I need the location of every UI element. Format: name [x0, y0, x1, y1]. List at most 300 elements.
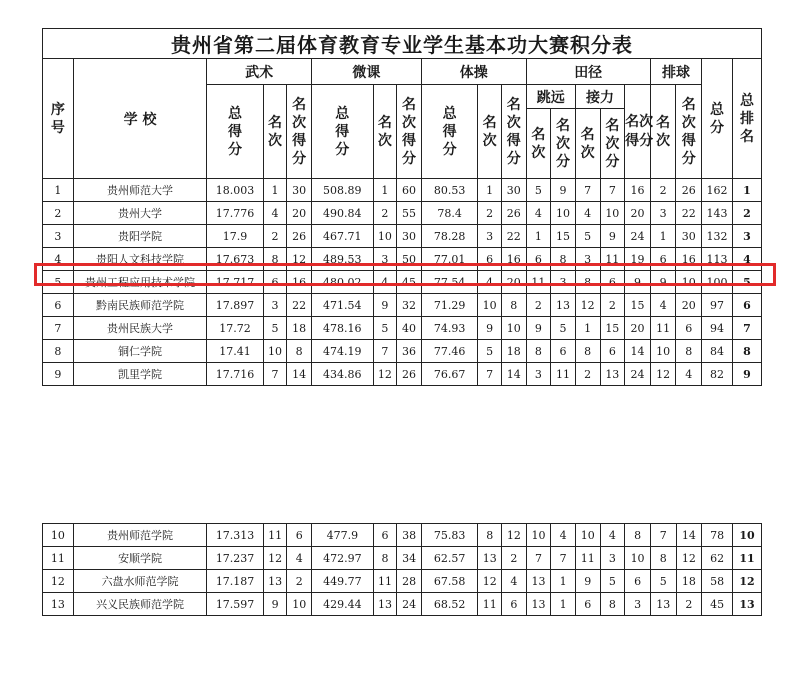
- table-cell: 8: [478, 524, 502, 547]
- table-cell: 60: [397, 179, 422, 202]
- table-row: [43, 340, 762, 363]
- table-cell: 4: [287, 547, 312, 570]
- score-table-continued: [42, 523, 762, 616]
- table-cell: 4: [263, 202, 287, 225]
- header-wushu-rank: 名次: [263, 85, 287, 179]
- table-cell: 17.9: [207, 225, 263, 248]
- table-cell: 449.77: [312, 570, 374, 593]
- table-cell: 478.16: [312, 317, 374, 340]
- header-weike-rank-points: 名次得分: [397, 85, 422, 179]
- table-cell: 9: [575, 570, 600, 593]
- table-cell: 20: [501, 271, 526, 294]
- table-cell: 474.19: [312, 340, 374, 363]
- table-cell: 4: [526, 202, 551, 225]
- table-cell: 77.01: [421, 248, 477, 271]
- table-cell: 12: [478, 570, 502, 593]
- table-cell: 8: [676, 340, 702, 363]
- table-cell: 4: [551, 524, 576, 547]
- header-jieli-rank: 名次: [575, 109, 600, 179]
- table-cell: 18: [676, 570, 702, 593]
- table-row: [43, 524, 762, 547]
- table-cell: 26: [287, 225, 312, 248]
- table-cell: 76.67: [421, 363, 477, 386]
- table-cell: 17.673: [207, 248, 263, 271]
- table-row: [43, 317, 762, 340]
- header-wushu-total-score: 总得分: [207, 85, 263, 179]
- table-cell: 10: [478, 294, 502, 317]
- table-cell: 11: [43, 547, 74, 570]
- school-name-cell: 凯里学院: [73, 363, 206, 386]
- table-cell: 11: [526, 271, 551, 294]
- table-cell: 3: [732, 225, 761, 248]
- table-cell: 9: [43, 363, 74, 386]
- table-cell: 24: [625, 225, 651, 248]
- table-cell: 62: [702, 547, 733, 570]
- school-name-cell: 贵阳人文科技学院: [73, 248, 206, 271]
- school-name-cell: 贵州民族大学: [73, 317, 206, 340]
- table-cell: 4: [373, 271, 397, 294]
- header-tianjing: 田径: [526, 59, 650, 85]
- score-table: [42, 28, 762, 386]
- table-cell: 26: [501, 202, 526, 225]
- table-cell: 12: [650, 363, 676, 386]
- table-cell: 20: [287, 202, 312, 225]
- table-cell: 14: [287, 363, 312, 386]
- table-cell: 94: [702, 317, 733, 340]
- table-cell: 26: [676, 179, 702, 202]
- table-cell: 12: [43, 570, 74, 593]
- table-cell: 12: [263, 547, 287, 570]
- table-cell: 78.28: [421, 225, 477, 248]
- table-cell: 13: [733, 593, 762, 616]
- school-name-cell: 贵阳学院: [73, 225, 206, 248]
- table-row: [43, 248, 762, 271]
- table-cell: 16: [625, 179, 651, 202]
- table-cell: 40: [397, 317, 422, 340]
- table-cell: 471.54: [312, 294, 374, 317]
- header-ticao: 体操: [421, 59, 526, 85]
- table-cell: 13: [478, 547, 502, 570]
- table-cell: 30: [287, 179, 312, 202]
- table-cell: 10: [600, 202, 625, 225]
- table-cell: 5: [575, 225, 600, 248]
- table-cell: 8: [575, 271, 600, 294]
- table-cell: 13: [526, 570, 551, 593]
- table-cell: 7: [600, 179, 625, 202]
- table-cell: 143: [702, 202, 733, 225]
- table-cell: 4: [676, 363, 702, 386]
- table-cell: 9: [551, 179, 576, 202]
- table-cell: 28: [397, 570, 422, 593]
- table-cell: 5: [732, 271, 761, 294]
- table-cell: 4: [478, 271, 502, 294]
- table-cell: 489.53: [312, 248, 374, 271]
- table-title: 贵州省第二届体育教育专业学生基本功大赛积分表: [43, 29, 762, 59]
- table-cell: 38: [397, 524, 422, 547]
- table-cell: 32: [397, 294, 422, 317]
- table-cell: 8: [575, 340, 600, 363]
- table-cell: 17.897: [207, 294, 263, 317]
- table-row: [43, 294, 762, 317]
- table-cell: 5: [600, 570, 625, 593]
- table-cell: 15: [551, 225, 576, 248]
- table-cell: 16: [676, 248, 702, 271]
- table-cell: 4: [732, 248, 761, 271]
- table-cell: 36: [397, 340, 422, 363]
- table-row: [43, 547, 762, 570]
- table-cell: 78: [702, 524, 733, 547]
- table-cell: 6: [676, 317, 702, 340]
- table-cell: 24: [625, 363, 651, 386]
- table-cell: 2: [373, 202, 397, 225]
- table-cell: 9: [526, 317, 551, 340]
- table-cell: 12: [502, 524, 527, 547]
- table-cell: 4: [502, 570, 527, 593]
- table-cell: 6: [551, 340, 576, 363]
- table-cell: 12: [575, 294, 600, 317]
- table-cell: 1: [526, 225, 551, 248]
- header-paiqiu-rank-points: 名次得分: [676, 85, 702, 179]
- header-jieli-rank-points: 名次分: [600, 109, 625, 179]
- table-cell: 9: [600, 225, 625, 248]
- table-cell: 6: [43, 294, 74, 317]
- table-cell: 78.4: [421, 202, 477, 225]
- table-cell: 58: [702, 570, 733, 593]
- table-cell: 10: [263, 340, 287, 363]
- table-cell: 20: [676, 294, 702, 317]
- table-cell: 3: [373, 248, 397, 271]
- school-name-cell: 六盘水师范学院: [73, 570, 207, 593]
- header-ticao-rank-points: 名次得分: [501, 85, 526, 179]
- table-cell: 6: [287, 524, 312, 547]
- table-cell: 2: [478, 202, 502, 225]
- table-cell: 10: [526, 524, 551, 547]
- table-cell: 1: [650, 225, 676, 248]
- header-tiaoyuan: 跳远: [526, 85, 575, 109]
- table-cell: 9: [650, 271, 676, 294]
- school-name-cell: 兴义民族师范学院: [73, 593, 207, 616]
- table-row: [43, 570, 762, 593]
- school-name-cell: 贵州工程应用技术学院: [73, 271, 206, 294]
- table-cell: 77.46: [421, 340, 477, 363]
- header-ticao-rank: 名次: [478, 85, 502, 179]
- table-cell: 17.41: [207, 340, 263, 363]
- table-cell: 100: [702, 271, 733, 294]
- table-cell: 50: [397, 248, 422, 271]
- table-cell: 6: [478, 248, 502, 271]
- table-cell: 2: [263, 225, 287, 248]
- table-cell: 10: [43, 524, 74, 547]
- table-cell: 10: [650, 340, 676, 363]
- table-cell: 62.57: [421, 547, 477, 570]
- table-cell: 8: [43, 340, 74, 363]
- header-tianjing-rank-points: 名次得分: [625, 85, 651, 179]
- table-cell: 7: [732, 317, 761, 340]
- table-cell: 3: [263, 294, 287, 317]
- table-cell: 13: [373, 593, 397, 616]
- table-cell: 13: [650, 593, 676, 616]
- header-weike-rank: 名次: [373, 85, 397, 179]
- table-row: [43, 202, 762, 225]
- school-name-cell: 铜仁学院: [73, 340, 206, 363]
- table-cell: 477.9: [312, 524, 374, 547]
- table-cell: 3: [43, 225, 74, 248]
- table-cell: 162: [702, 179, 733, 202]
- table-cell: 1: [732, 179, 761, 202]
- header-tiaoyuan-rank-points: 名次分: [551, 109, 576, 179]
- table-cell: 14: [676, 524, 702, 547]
- table-row: [43, 271, 762, 294]
- table-cell: 11: [733, 547, 762, 570]
- table-cell: 3: [526, 363, 551, 386]
- table-cell: 1: [551, 570, 576, 593]
- school-name-cell: 黔南民族师范学院: [73, 294, 206, 317]
- school-name-cell: 贵州师范大学: [73, 179, 206, 202]
- table-cell: 14: [625, 340, 651, 363]
- table-cell: 1: [551, 593, 576, 616]
- table-cell: 15: [600, 317, 625, 340]
- table-cell: 22: [287, 294, 312, 317]
- table-cell: 3: [625, 593, 651, 616]
- table-cell: 11: [263, 524, 287, 547]
- table-cell: 84: [702, 340, 733, 363]
- table-cell: 14: [501, 363, 526, 386]
- school-name-cell: 贵州大学: [73, 202, 206, 225]
- table-cell: 113: [702, 248, 733, 271]
- table-body-lower: [43, 524, 762, 616]
- table-row: [43, 179, 762, 202]
- table-cell: 17.597: [207, 593, 263, 616]
- table-cell: 10: [551, 202, 576, 225]
- table-cell: 10: [501, 317, 526, 340]
- table-cell: 10: [733, 524, 762, 547]
- table-cell: 8: [501, 294, 526, 317]
- table-cell: 8: [551, 248, 576, 271]
- table-cell: 26: [397, 363, 422, 386]
- table-cell: 10: [575, 524, 600, 547]
- table-cell: 2: [575, 363, 600, 386]
- table-cell: 7: [263, 363, 287, 386]
- table-cell: 24: [397, 593, 422, 616]
- table-cell: 3: [551, 271, 576, 294]
- table-cell: 2: [600, 294, 625, 317]
- table-cell: 2: [732, 202, 761, 225]
- table-cell: 5: [526, 179, 551, 202]
- table-cell: 7: [551, 547, 576, 570]
- header-ticao-total-score: 总得分: [421, 85, 477, 179]
- table-cell: 6: [373, 524, 397, 547]
- table-cell: 12: [287, 248, 312, 271]
- table-cell: 2: [43, 202, 74, 225]
- table-cell: 74.93: [421, 317, 477, 340]
- header-school: 学 校: [73, 59, 206, 179]
- header-wushu-rank-points: 名次得分: [287, 85, 312, 179]
- table-cell: 2: [676, 593, 702, 616]
- header-seq: 序号: [43, 59, 74, 179]
- header-total-rank: 总排名: [732, 59, 761, 179]
- table-cell: 6: [263, 271, 287, 294]
- table-cell: 8: [650, 547, 676, 570]
- table-cell: 3: [478, 225, 502, 248]
- header-tiaoyuan-rank: 名次: [526, 109, 551, 179]
- table-cell: 16: [287, 271, 312, 294]
- table-row: [43, 593, 762, 616]
- table-cell: 472.97: [312, 547, 374, 570]
- table-cell: 75.83: [421, 524, 477, 547]
- table-cell: 12: [733, 570, 762, 593]
- table-cell: 4: [600, 524, 625, 547]
- table-cell: 30: [397, 225, 422, 248]
- table-cell: 15: [625, 294, 651, 317]
- table-cell: 508.89: [312, 179, 374, 202]
- table-cell: 10: [373, 225, 397, 248]
- table-cell: 7: [575, 179, 600, 202]
- table-cell: 9: [373, 294, 397, 317]
- table-cell: 10: [676, 271, 702, 294]
- table-cell: 4: [575, 202, 600, 225]
- table-cell: 67.58: [421, 570, 477, 593]
- table-row: [43, 363, 762, 386]
- table-cell: 10: [287, 593, 312, 616]
- table-cell: 6: [502, 593, 527, 616]
- table-cell: 2: [650, 179, 676, 202]
- table-cell: 3: [650, 202, 676, 225]
- table-cell: 11: [478, 593, 502, 616]
- table-cell: 1: [43, 179, 74, 202]
- table-cell: 7: [526, 547, 551, 570]
- table-cell: 6: [625, 570, 651, 593]
- header-paiqiu: 排球: [650, 59, 701, 85]
- table-cell: 6: [600, 340, 625, 363]
- table-cell: 4: [43, 248, 74, 271]
- table-cell: 82: [702, 363, 733, 386]
- table-cell: 8: [263, 248, 287, 271]
- table-cell: 8: [526, 340, 551, 363]
- table-cell: 11: [551, 363, 576, 386]
- table-cell: 77.54: [421, 271, 477, 294]
- table-cell: 9: [263, 593, 287, 616]
- table-cell: 7: [650, 524, 676, 547]
- header-wushu: 武术: [207, 59, 312, 85]
- header-total: 总分: [702, 59, 733, 179]
- table-cell: 11: [575, 547, 600, 570]
- table-cell: 20: [625, 202, 651, 225]
- table-cell: 68.52: [421, 593, 477, 616]
- table-cell: 6: [600, 271, 625, 294]
- table-cell: 132: [702, 225, 733, 248]
- table-cell: 13: [263, 570, 287, 593]
- table-cell: 8: [625, 524, 651, 547]
- table-body-upper: [43, 179, 762, 386]
- table-cell: 3: [575, 248, 600, 271]
- table-cell: 9: [732, 363, 761, 386]
- table-cell: 19: [625, 248, 651, 271]
- school-name-cell: 安顺学院: [73, 547, 207, 570]
- table-cell: 4: [650, 294, 676, 317]
- table-cell: 9: [478, 317, 502, 340]
- table-cell: 45: [397, 271, 422, 294]
- table-cell: 490.84: [312, 202, 374, 225]
- table-cell: 12: [676, 547, 702, 570]
- table-cell: 429.44: [312, 593, 374, 616]
- table-cell: 8: [732, 340, 761, 363]
- table-cell: 22: [501, 225, 526, 248]
- table-cell: 2: [287, 570, 312, 593]
- table-cell: 1: [373, 179, 397, 202]
- table-cell: 12: [373, 363, 397, 386]
- table-cell: 5: [650, 570, 676, 593]
- table-cell: 8: [600, 593, 625, 616]
- table-cell: 16: [501, 248, 526, 271]
- table-cell: 30: [501, 179, 526, 202]
- table-cell: 9: [625, 271, 651, 294]
- table-cell: 6: [575, 593, 600, 616]
- table-cell: 13: [551, 294, 576, 317]
- table-cell: 11: [600, 248, 625, 271]
- table-cell: 22: [676, 202, 702, 225]
- table-cell: 17.237: [207, 547, 263, 570]
- table-cell: 5: [263, 317, 287, 340]
- table-cell: 30: [676, 225, 702, 248]
- table-cell: 80.53: [421, 179, 477, 202]
- header-jieli: 接力: [575, 85, 624, 109]
- table-cell: 5: [373, 317, 397, 340]
- header-weike-total-score: 总得分: [312, 85, 374, 179]
- table-cell: 6: [526, 248, 551, 271]
- table-cell: 13: [43, 593, 74, 616]
- table-cell: 17.72: [207, 317, 263, 340]
- table-cell: 3: [600, 547, 625, 570]
- table-cell: 5: [43, 271, 74, 294]
- table-cell: 17.776: [207, 202, 263, 225]
- table-cell: 5: [478, 340, 502, 363]
- header-weike: 微课: [312, 59, 422, 85]
- table-cell: 1: [478, 179, 502, 202]
- table-cell: 18.003: [207, 179, 263, 202]
- table-cell: 6: [650, 248, 676, 271]
- table-cell: 11: [373, 570, 397, 593]
- table-cell: 34: [397, 547, 422, 570]
- table-cell: 1: [263, 179, 287, 202]
- table-cell: 6: [732, 294, 761, 317]
- table-cell: 20: [625, 317, 651, 340]
- table-cell: 55: [397, 202, 422, 225]
- table-cell: 18: [501, 340, 526, 363]
- table-cell: 467.71: [312, 225, 374, 248]
- table-cell: 45: [702, 593, 733, 616]
- table-cell: 13: [526, 593, 551, 616]
- table-cell: 13: [600, 363, 625, 386]
- table-cell: 2: [526, 294, 551, 317]
- table-cell: 8: [373, 547, 397, 570]
- table-cell: 1: [575, 317, 600, 340]
- table-cell: 17.187: [207, 570, 263, 593]
- table-cell: 71.29: [421, 294, 477, 317]
- table-row: [43, 225, 762, 248]
- header-paiqiu-rank: 名次: [650, 85, 676, 179]
- table-cell: 17.717: [207, 271, 263, 294]
- table-cell: 480.02: [312, 271, 374, 294]
- table-cell: 97: [702, 294, 733, 317]
- school-name-cell: 贵州师范学院: [73, 524, 207, 547]
- table-cell: 11: [650, 317, 676, 340]
- table-cell: 17.313: [207, 524, 263, 547]
- table-cell: 10: [625, 547, 651, 570]
- table-cell: 5: [551, 317, 576, 340]
- table-cell: 2: [502, 547, 527, 570]
- table-cell: 18: [287, 317, 312, 340]
- table-cell: 7: [373, 340, 397, 363]
